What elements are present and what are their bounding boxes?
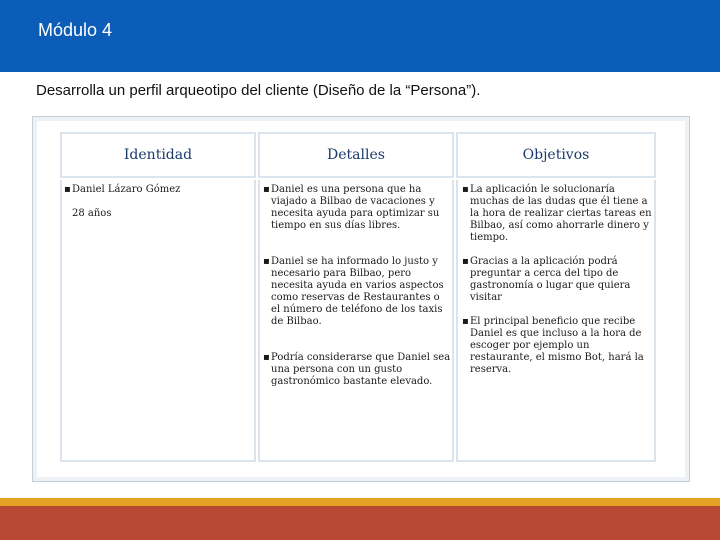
column-header-detalles: Detalles: [258, 132, 454, 178]
objetivos-item: [462, 316, 652, 376]
bullet-icon: ▪: [462, 256, 469, 267]
detalles-item-text: Podría considerarse que Daniel sea una persona con un gusto gastronómico bastante elevado.: [271, 352, 451, 387]
bullet-icon: ▪: [263, 352, 270, 363]
identidad-name: [64, 184, 252, 196]
column-header-identidad: Identidad: [60, 132, 256, 178]
detalles-item: [263, 352, 451, 388]
slide-title: Módulo 4: [38, 20, 113, 40]
bullet-icon: ▪: [462, 316, 469, 327]
objetivos-item-text: Gracias a la aplicación podrá preguntar a cerca del tipo de gastronomía o lugar que quiera visitar: [470, 256, 631, 303]
footer-accent-stripe: [0, 498, 720, 506]
slide-subtitle: Desarrolla un perfil arqueotipo del cliente (Diseño de la “Persona”).: [36, 82, 481, 99]
column-header-objetivos: Objetivos: [456, 132, 656, 178]
bullet-icon: ▪: [64, 184, 71, 195]
detalles-item: [263, 184, 451, 232]
bullet-icon: ▪: [263, 184, 270, 195]
objetivos-item: [462, 256, 652, 304]
identidad-age: 28 años: [72, 208, 112, 219]
detalles-item-text: Daniel es una persona que ha viajado a Bilbao de vacaciones y necesita ayuda para optimizar su tiempo en sus días libres.: [271, 184, 440, 231]
objetivos-item-text: El principal beneficio que recibe Daniel es que incluso a la hora de escoger por ejemplo un restaurante, el mismo Bot, hará la reserva.: [470, 316, 644, 375]
column-identidad: [60, 180, 256, 462]
bullet-icon: ▪: [462, 184, 469, 195]
objetivos-item: [462, 184, 652, 244]
slide-header: [0, 0, 720, 72]
detalles-item: [263, 256, 451, 328]
detalles-item-text: Daniel se ha informado lo justo y necesario para Bilbao, pero necesita ayuda en varios aspectos como reservas de Restaurantes o el número de teléfono de los taxis de Bilbao.: [271, 256, 444, 327]
objetivos-item-text: La aplicación le solucionaría muchas de las dudas que él tiene a la hora de realizar ciertas tareas en Bilbao, así como ahorrarle dinero y tiempo.: [470, 184, 652, 243]
bullet-icon: ▪: [263, 256, 270, 267]
footer-bar: [0, 506, 720, 540]
identidad-name-text: Daniel Lázaro Gómez: [72, 184, 181, 195]
